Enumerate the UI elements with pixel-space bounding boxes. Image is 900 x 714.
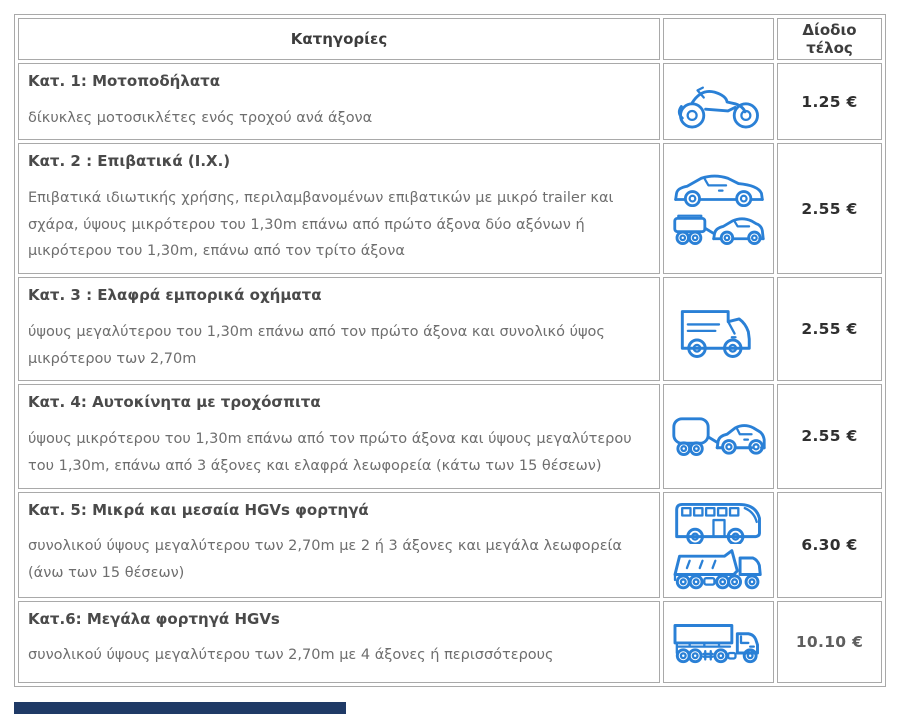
table-row: [18, 63, 882, 140]
toll-price: 2.55 €: [777, 143, 882, 274]
car-icon: [673, 169, 765, 207]
category-title: Κατ. 3 : Ελαφρά εμπορικά οχήματα: [28, 286, 322, 305]
table-row: [18, 601, 882, 683]
toll-categories-table: [14, 14, 886, 687]
category-title: Κατ.6: Μεγάλα φορτηγά HGVs: [28, 609, 280, 628]
table-row: [18, 384, 882, 488]
motorcycle-icon: [676, 73, 762, 131]
coach-bus-icon: [673, 498, 765, 544]
categories-header: Κατηγορίες: [18, 18, 660, 60]
dump-truck-icon: [673, 547, 765, 591]
category-title: Κατ. 1: Μοτοποδήλατα: [28, 72, 221, 90]
category-cell: [18, 601, 660, 683]
toll-price: 2.55 €: [777, 384, 882, 488]
category-description: συνολικού ύψους μεγαλύτερου των 2,70m με 2 ή 3 άξονες και μεγάλα λεωφορεία (άνω των 15 θέσεων): [28, 538, 622, 581]
vehicle-icon-cell: [663, 384, 774, 488]
car-with-caravan-icon: [672, 415, 766, 457]
vehicle-icon-cell: [663, 63, 774, 140]
toll-price: 1.25 €: [777, 63, 882, 140]
partial-footer-bar: [14, 702, 346, 714]
table-row: [18, 492, 882, 598]
category-cell: [18, 492, 660, 598]
icons-header: [663, 18, 774, 60]
category-cell: [18, 63, 660, 140]
category-description: ύψους μικρότερου του 1,30m επάνω από τον πρώτο άξονα και ύψους μεγαλύτερου του 1,30m, επάνω από 3 άξονες και ελαφρά λεωφορεία (κάτω των 15 θέσεων): [28, 430, 632, 474]
vehicle-icon-cell: [663, 601, 774, 683]
table-row: [18, 277, 882, 381]
vehicle-icon-cell: [663, 277, 774, 381]
toll-price: 10.10 €: [777, 601, 882, 683]
car-with-trailer-icon: [673, 210, 765, 248]
category-cell: [18, 143, 660, 274]
category-description: δίκυκλες μοτοσικλέτες ενός τροχού ανά άξονα: [28, 109, 373, 126]
category-title: Κατ. 4: Αυτοκίνητα με τροχόσπιτα: [28, 393, 321, 412]
toll-fee-header: Δίοδιο τέλος: [777, 18, 882, 60]
category-description: Επιβατικά ιδιωτικής χρήσης, περιλαμβανομένων επιβατικών με μικρό trailer και σχάρα, ύψους μικρότερου του 1,30m επάνω από πρώτο άξονα δύο αξόνων ή μικρότερου του 1,30m, επάνω από τον τρίτο άξονα: [28, 189, 614, 260]
vehicle-icon-cell: [663, 492, 774, 598]
table-header-row: [18, 18, 882, 60]
toll-price: 6.30 €: [777, 492, 882, 598]
table-row: [18, 143, 882, 274]
vehicle-icon-cell: [663, 143, 774, 274]
semi-trailer-truck-icon: [673, 620, 765, 664]
category-cell: [18, 384, 660, 488]
category-description: συνολικού ύψους μεγαλύτερου των 2,70m με 4 άξονες ή περισσότερους: [28, 647, 554, 663]
category-title: Κατ. 2 : Επιβατικά (Ι.Χ.): [28, 152, 231, 171]
category-title: Κατ. 5: Μικρά και μεσαία HGVs φορτηγά: [28, 500, 369, 519]
category-cell: [18, 277, 660, 381]
toll-price: 2.55 €: [777, 277, 882, 381]
category-description: ύψους μεγαλύτερου του 1,30m επάνω από τον πρώτο άξονα και συνολικό ύψος μικρότερου των 2,70m: [28, 323, 605, 367]
van-icon: [675, 298, 763, 360]
